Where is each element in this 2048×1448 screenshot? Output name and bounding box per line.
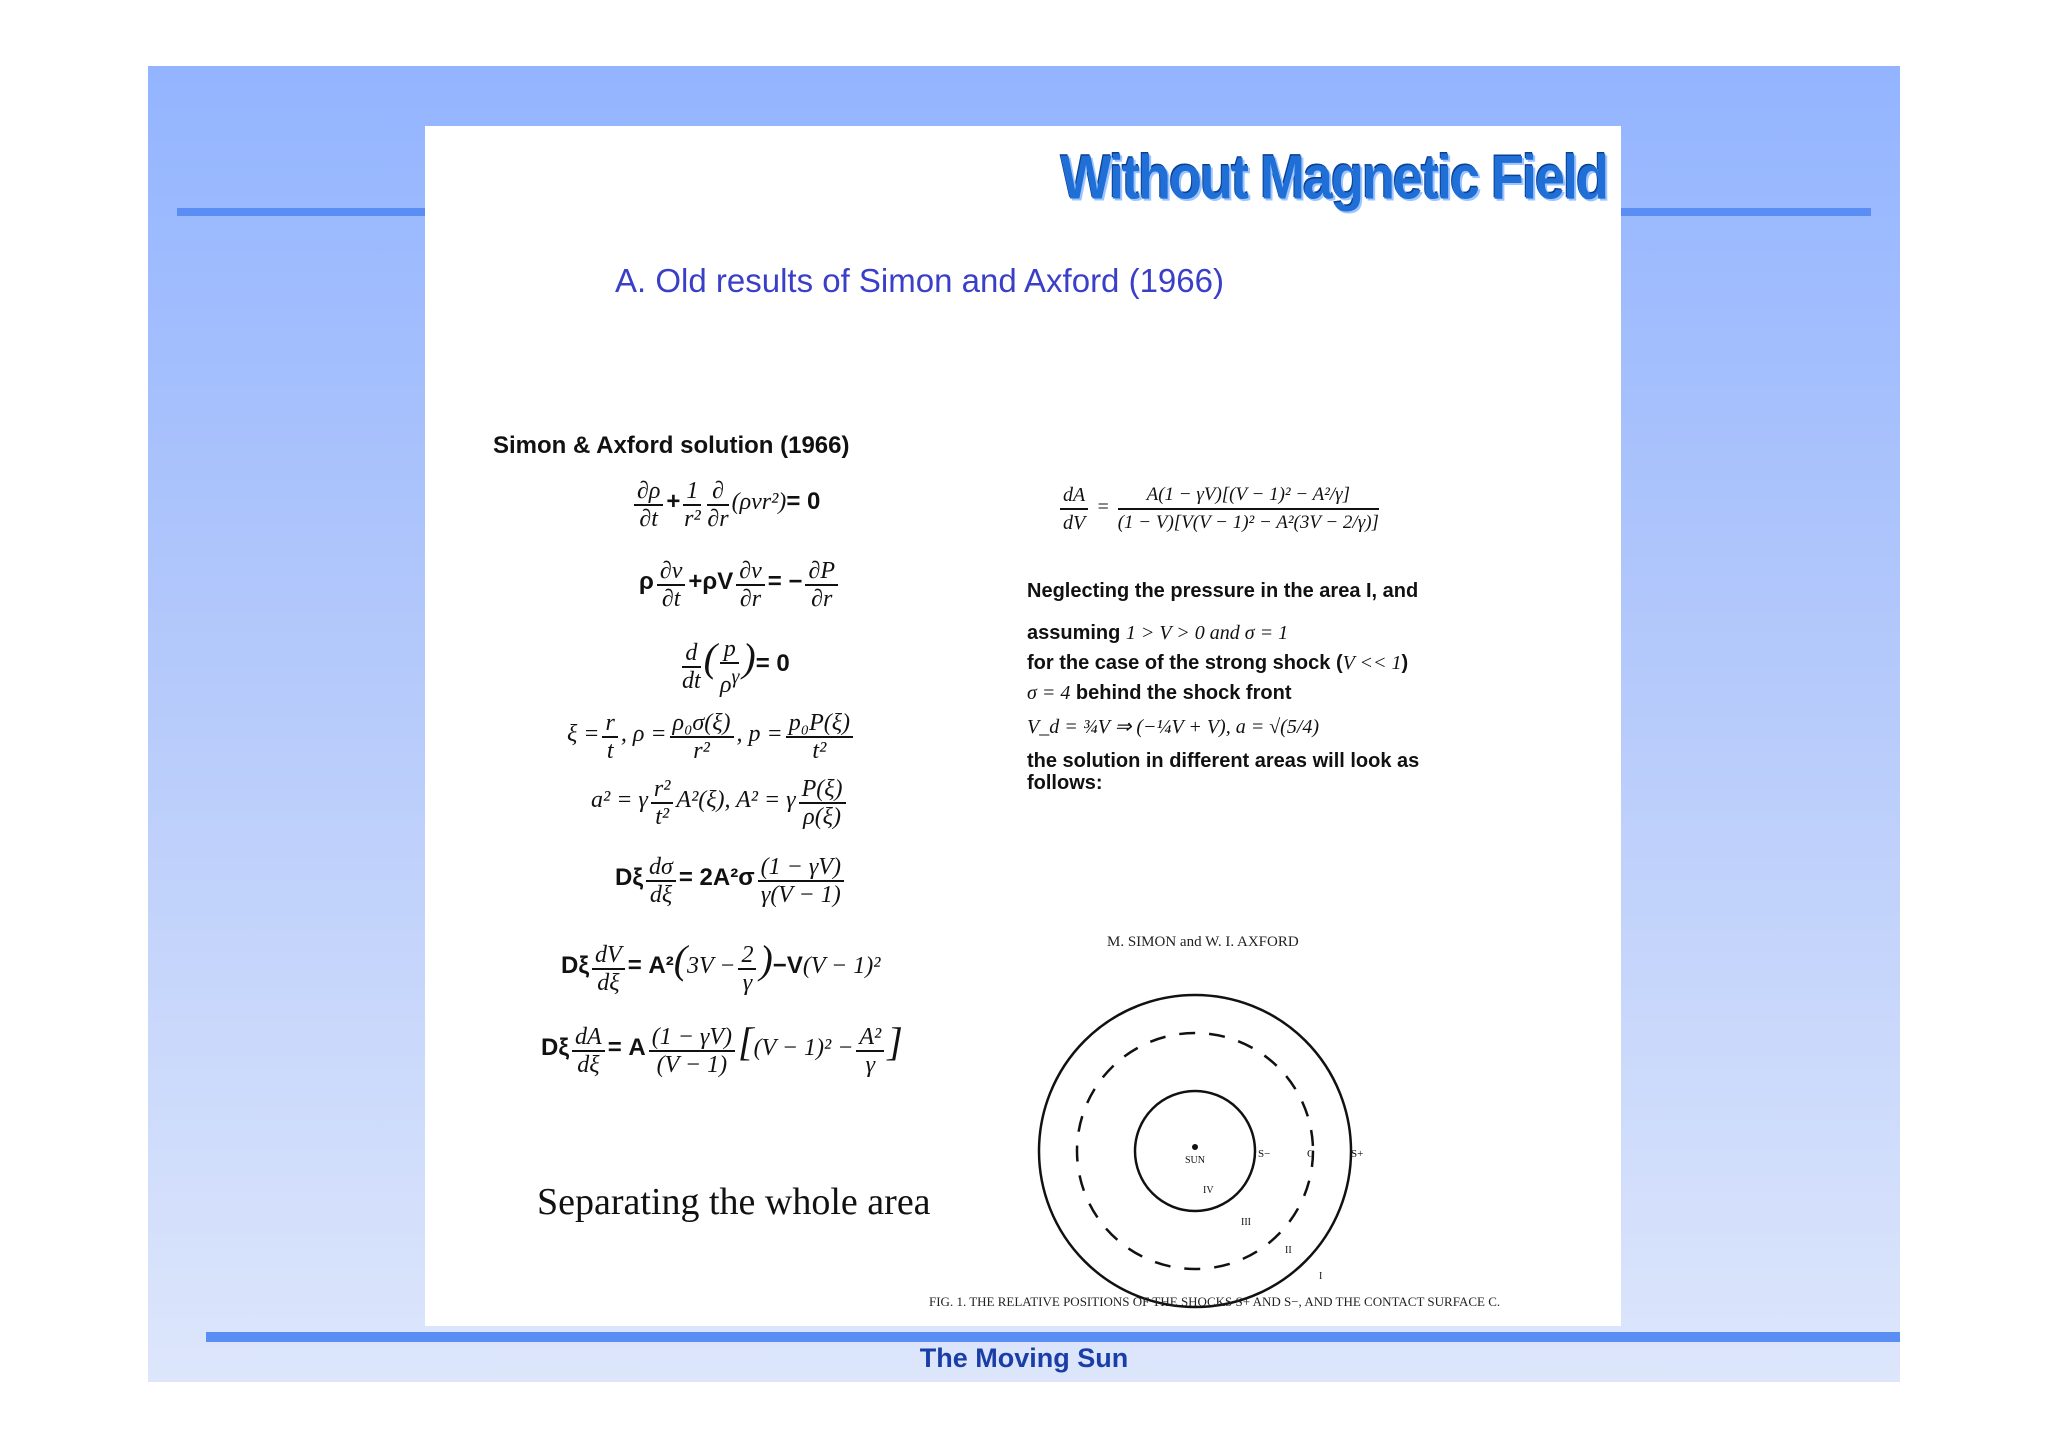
contact-surface-circle	[1077, 1033, 1313, 1269]
equation-sound-speed: a² = γ $\frac{\text{r²}}{\text{t²}}$ A²(ξ), A² = γ $\frac{P(\xi)}{\rho(\xi)}$	[591, 776, 849, 830]
inner-shock-circle	[1135, 1091, 1255, 1211]
region-iv-label: IV	[1203, 1185, 1214, 1196]
separating-text: Separating the whole area	[537, 1181, 931, 1223]
equation-da-dv: $\frac{dA}{dV}$ = $\frac{\text{A(1 − γV)[(V − 1)² − A²/γ]}}{\text{(1 − V)[V(V − 1)² − A²(3V − 2/γ)]}}$	[1057, 482, 1382, 536]
header-rule-left	[177, 208, 427, 216]
header-rule-right	[1619, 208, 1871, 216]
text-follows: follows:	[1027, 772, 1103, 794]
s-minus-label: S−	[1258, 1148, 1271, 1160]
equation-continuity: $\frac{\partial\rho}{\partial t}$ + $\frac{1}{\text{r²}}$ $\frac{\partial}{\partial r}$ (ρvr²)= 0	[631, 478, 820, 532]
shock-diagram	[1035, 961, 1395, 1331]
text-solution: the solution in different areas will look as	[1027, 750, 1420, 772]
slide-title: Without Magnetic Field	[1060, 143, 1607, 213]
equation-adiabatic: $\frac{d}{dt}$ ( $\frac{p}{\rho^\gamma}$ )= 0	[682, 635, 790, 698]
region-i-label: I	[1319, 1271, 1323, 1282]
figure-caption: FIG. 1. THE RELATIVE POSITIONS OF THE SHOCKS S+ AND S−, AND THE CONTACT SURFACE C.	[929, 1294, 1501, 1309]
slide-footer: The Moving Sun	[919, 1343, 1129, 1373]
footer-rule	[206, 1332, 1900, 1342]
text-neglecting: Neglecting the pressure in the area I, and	[1027, 580, 1419, 602]
equation-momentum: ρ $\frac{\partial v}{\partial t}$ +ρV $\frac{\partial v}{\partial r}$ = − $\frac{\partial P}{\partial r}$	[639, 558, 841, 612]
slide-subtitle: A. Old results of Simon and Axford (1966)	[615, 262, 1224, 299]
text-assuming: assuming 1 > V > 0 and σ = 1	[1027, 622, 1289, 644]
outer-shock-circle	[1039, 995, 1351, 1307]
equation-dsigma: Dξ $\frac{d\sigma}{d\xi}$ = 2A²σ $\frac{(1 - \gamma V)}{\gamma(V - 1)}$	[615, 854, 847, 908]
text-velocity: V_d = ¾V ⇒ (−¼V + V), a = √(5/4)	[1027, 716, 1320, 738]
s-plus-label: S+	[1351, 1148, 1364, 1160]
text-behind-shock: σ = 4 behind the shock front	[1027, 682, 1292, 704]
equation-dv: Dξ $\frac{dV}{d\xi}$ = A²(3V − $\frac{2}{\gamma}$ )−V(V − 1)²	[561, 937, 881, 996]
equation-da: Dξ $\frac{dA}{d\xi}$ = A $\frac{(1 - \gamma V)}{(V - 1)}$ [(V − 1)² − $\frac{\text{A²}}{\gamma}$ ]	[541, 1019, 903, 1078]
region-ii-label: II	[1285, 1245, 1292, 1256]
solution-heading: Simon & Axford solution (1966)	[493, 432, 850, 459]
region-iii-label: III	[1241, 1217, 1251, 1228]
text-strong-shock: for the case of the strong shock (V << 1)	[1027, 652, 1409, 674]
content-panel	[425, 126, 1621, 1326]
figure-header: M. SIMON and W. I. AXFORD	[1107, 934, 1299, 950]
c-label: C	[1307, 1148, 1315, 1160]
sun-dot	[1192, 1144, 1198, 1150]
equation-similarity: ξ = $\frac{r}{t}$ , ρ = $\frac{\text{ρ₀σ(ξ)}}{\text{r²}}$ , p = $\frac{\text{p₀P(ξ)}}{\text{t²}}$	[567, 710, 856, 764]
sun-label: SUN	[1185, 1155, 1206, 1166]
